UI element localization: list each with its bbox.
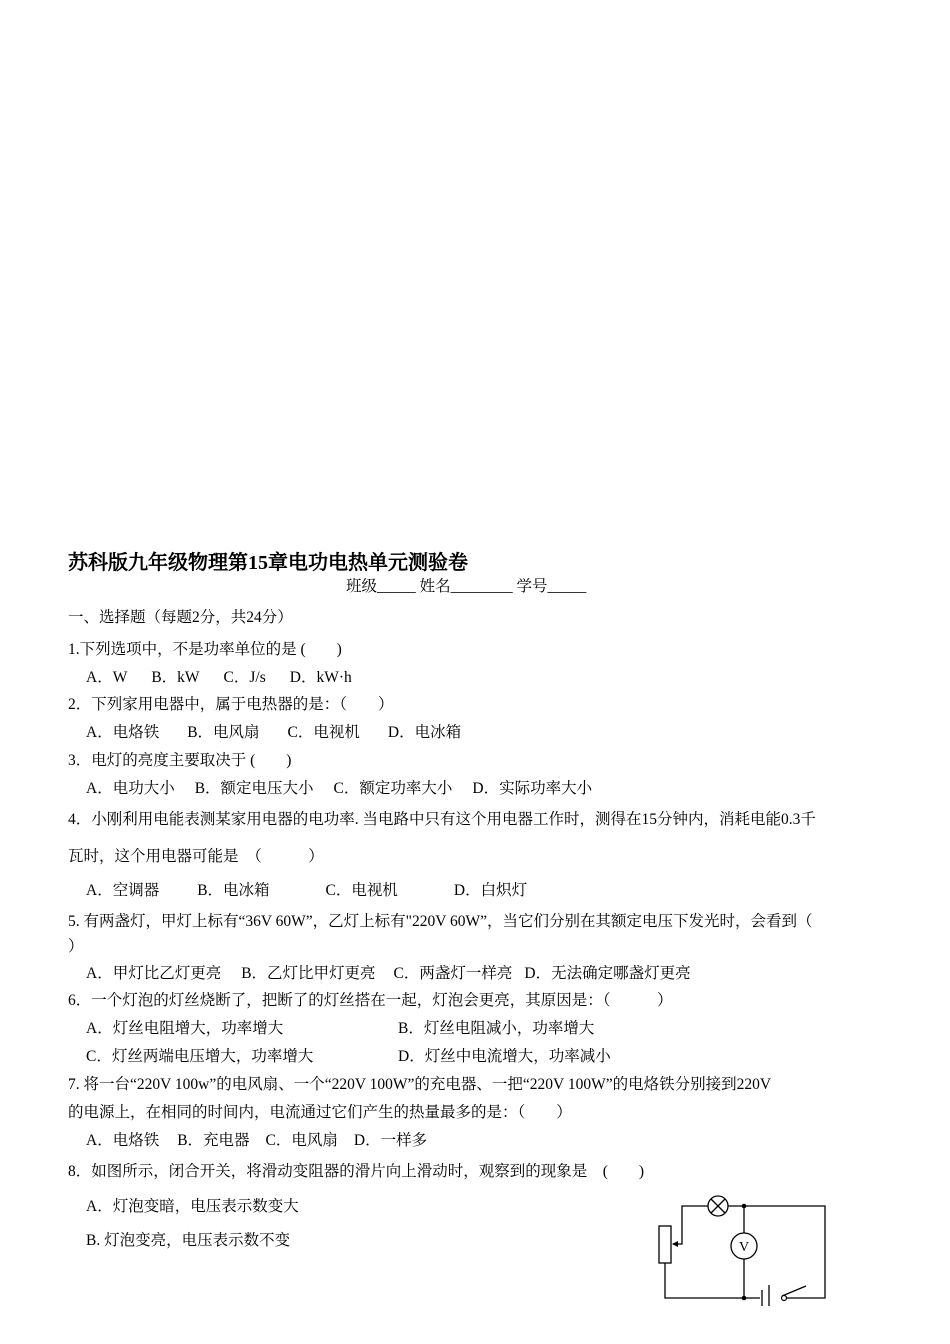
option: B．电冰箱 xyxy=(197,882,270,899)
question-6-option-a: A．灯丝电阻增大，功率增大 xyxy=(86,1020,284,1037)
option: A．W xyxy=(86,669,128,686)
wire xyxy=(682,1206,708,1226)
circuit-diagram xyxy=(650,1188,840,1308)
question-1-options xyxy=(86,668,352,688)
option: D．一样多 xyxy=(353,1132,428,1149)
document-title: 苏科版九年级物理第15章电功电热单元测验卷 xyxy=(68,552,468,574)
switch-icon xyxy=(782,1286,806,1296)
question-5-continued: ） xyxy=(68,938,84,955)
section-heading: 一、选择题（每题2分，共24分） xyxy=(68,609,293,626)
option: C．两盏灯一样亮 xyxy=(393,965,513,982)
switch-terminal-icon xyxy=(782,1296,787,1301)
option: D．电冰箱 xyxy=(387,724,462,741)
option: C．电视机 xyxy=(287,724,360,741)
option: D．kW·h xyxy=(289,669,352,686)
question-2: 2．下列家用电器中，属于电热器的是：（ ） xyxy=(68,696,394,713)
option: D．无法确定哪盏灯更亮 xyxy=(524,965,691,982)
junction-dot xyxy=(742,1204,747,1209)
option: C．J/s xyxy=(223,669,266,686)
question-6-option-c: C．灯丝两端电压增大，功率增大 xyxy=(86,1048,314,1065)
option: B．电风扇 xyxy=(187,724,260,741)
question-6-option-d: D．灯丝中电流增大，功率减小 xyxy=(398,1048,611,1065)
question-3: 3．电灯的亮度主要取决于 ( ) xyxy=(68,752,292,769)
question-8-option-b: B. 灯泡变亮，电压表示数不变 xyxy=(86,1232,291,1249)
wire xyxy=(665,1263,760,1298)
question-2-options xyxy=(86,723,461,743)
option: A．电功大小 xyxy=(86,780,175,797)
question-6-option-b: B．灯丝电阻减小，功率增大 xyxy=(398,1020,595,1037)
question-5-options xyxy=(86,964,691,984)
question-3-options xyxy=(86,779,592,799)
question-4: 4．小刚利用电能表测某家用电器的电功率. 当电路中只有这个用电器工作时，测得在15分钟内，消耗电能0.3千 xyxy=(68,811,816,828)
option: A．电烙铁 xyxy=(86,724,160,741)
voltmeter-label: V xyxy=(738,1240,750,1255)
question-8-option-a: A．灯泡变暗，电压表示数变大 xyxy=(86,1198,299,1215)
question-7-continued: 的电源上，在相同的时间内，电流通过它们产生的热量最多的是：（ ） xyxy=(68,1104,572,1121)
option: A．甲灯比乙灯更亮 xyxy=(86,965,222,982)
slider-arrow-icon xyxy=(672,1241,678,1247)
option: C．电视机 xyxy=(325,882,398,899)
question-7-options xyxy=(86,1131,427,1151)
option: B．kW xyxy=(151,669,200,686)
question-7: 7. 将一台“220V 100w”的电风扇、一个“220V 100W”的充电器、一把“220V 100W”的电烙铁分别接到220V xyxy=(68,1076,772,1093)
option: B．充电器 xyxy=(177,1132,250,1149)
option: B．额定电压大小 xyxy=(194,780,314,797)
question-4-options xyxy=(86,881,527,901)
student-info-line: 班级_____ 姓名________ 学号_____ xyxy=(346,578,587,595)
question-6: 6．一个灯泡的灯丝烧断了，把断了的灯丝搭在一起，灯泡会更亮，其原因是：（ ） xyxy=(68,992,673,1009)
option: D．实际功率大小 xyxy=(472,780,593,797)
option: A．电烙铁 xyxy=(86,1132,160,1149)
option: C．额定功率大小 xyxy=(333,780,453,797)
option: B．乙灯比甲灯更亮 xyxy=(241,965,376,982)
question-4-continued: 瓦时，这个用电器可能是 （ ） xyxy=(68,848,324,865)
question-1: 1.下列选项中，不是功率单位的是 ( ) xyxy=(68,641,342,658)
junction-dot xyxy=(742,1296,747,1301)
question-8: 8．如图所示，闭合开关，将滑动变阻器的滑片向上滑动时，观察到的现象是 ( ) xyxy=(68,1163,645,1180)
option: D．白炽灯 xyxy=(453,882,528,899)
question-5: 5. 有两盏灯，甲灯上标有“36V 60W”，乙灯上标有"220V 60W”，当它们分别在其额定电压下发光时，会看到（ xyxy=(68,913,813,930)
rheostat-icon xyxy=(659,1226,671,1263)
option: C．电风扇 xyxy=(265,1132,338,1149)
option: A．空调器 xyxy=(86,882,160,899)
